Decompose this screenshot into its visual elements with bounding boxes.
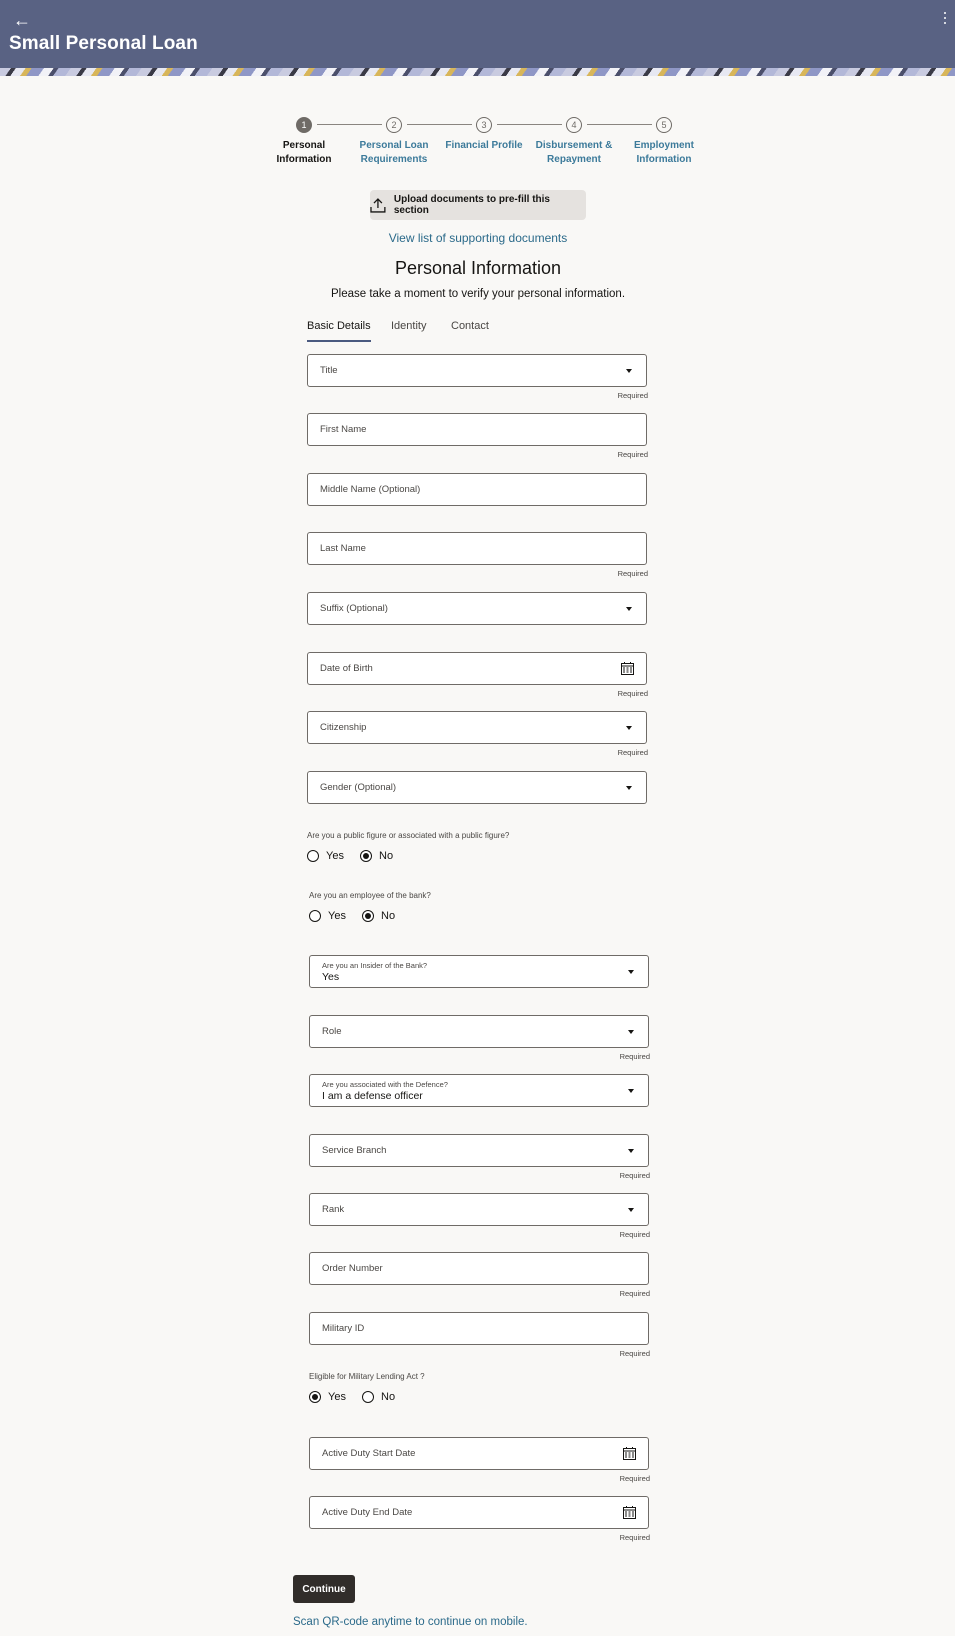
section-title: Personal Information bbox=[394, 258, 562, 278]
step-number: 3 bbox=[476, 117, 492, 133]
required-hint: Required bbox=[619, 1474, 650, 1483]
rank-select[interactable] bbox=[309, 1193, 649, 1226]
required-hint: Required bbox=[619, 1289, 650, 1298]
step-disbursement-repayment[interactable] bbox=[528, 116, 620, 167]
chevron-down-icon bbox=[626, 726, 632, 730]
radio-circle bbox=[309, 1391, 321, 1403]
active-duty-end-date-field[interactable] bbox=[309, 1496, 649, 1529]
step-number: 5 bbox=[656, 117, 672, 133]
step-label: Personal Information bbox=[276, 140, 332, 165]
role-select[interactable] bbox=[309, 1015, 649, 1048]
radio-circle bbox=[360, 850, 372, 862]
citizenship-select[interactable] bbox=[307, 711, 647, 744]
public-figure-yes-radio[interactable] bbox=[307, 850, 344, 862]
radio-label: No bbox=[381, 910, 396, 922]
field-value: Yes bbox=[322, 971, 340, 983]
gender-select[interactable] bbox=[307, 771, 647, 804]
chevron-down-icon bbox=[628, 1030, 634, 1034]
field-label: Suffix (Optional) bbox=[320, 603, 388, 614]
public-figure-question: Are you a public figure or associated with a public figure? bbox=[307, 831, 510, 840]
tab-identity[interactable]: Identity bbox=[391, 320, 427, 332]
required-hint: Required bbox=[619, 1052, 650, 1061]
field-label: Last Name bbox=[320, 543, 366, 554]
radio-label: Yes bbox=[326, 850, 344, 862]
field-label: Title bbox=[320, 365, 338, 376]
arrow-left-icon[interactable]: ← bbox=[13, 10, 31, 30]
radio-label: Yes bbox=[328, 1391, 346, 1403]
radio-circle bbox=[362, 1391, 374, 1403]
tab-basic-details[interactable]: Basic Details bbox=[307, 320, 371, 342]
suffix-select[interactable] bbox=[307, 592, 647, 625]
employee-yes-radio[interactable] bbox=[309, 910, 346, 922]
step-label: Financial Profile bbox=[445, 140, 523, 151]
step-number: 1 bbox=[296, 117, 312, 133]
field-label: Active Duty Start Date bbox=[322, 1448, 416, 1459]
military-lending-yes-radio[interactable] bbox=[309, 1391, 346, 1403]
last-name-field[interactable] bbox=[307, 532, 647, 565]
radio-circle bbox=[309, 910, 321, 922]
chevron-down-icon bbox=[628, 1089, 634, 1093]
field-label: First Name bbox=[320, 424, 367, 435]
employee-question: Are you an employee of the bank? bbox=[309, 891, 431, 900]
field-label: Military ID bbox=[322, 1323, 365, 1334]
required-hint: Required bbox=[619, 1230, 650, 1239]
qr-code-link[interactable]: Scan QR-code anytime to continue on mobile. bbox=[293, 1616, 528, 1628]
upload-documents-button[interactable] bbox=[370, 190, 586, 220]
required-hint: Required bbox=[617, 391, 648, 400]
chevron-down-icon bbox=[626, 369, 632, 373]
progress-stepper bbox=[262, 116, 694, 172]
upload-label: Upload documents to pre-fill this section bbox=[393, 194, 550, 216]
step-label: Employment Information bbox=[633, 140, 694, 165]
field-label: Gender (Optional) bbox=[320, 782, 397, 793]
continue-button[interactable]: Continue bbox=[293, 1575, 355, 1603]
step-number: 4 bbox=[566, 117, 582, 133]
field-label: Order Number bbox=[322, 1263, 383, 1274]
public-figure-no-radio[interactable] bbox=[360, 850, 393, 862]
field-label: Service Branch bbox=[322, 1145, 387, 1156]
app-header bbox=[0, 0, 955, 68]
radio-label: No bbox=[379, 850, 394, 862]
required-hint: Required bbox=[619, 1349, 650, 1358]
step-personal-information[interactable] bbox=[258, 116, 350, 167]
defence-select[interactable] bbox=[309, 1074, 649, 1107]
required-hint: Required bbox=[617, 689, 648, 698]
step-employment-information[interactable] bbox=[618, 116, 710, 167]
step-label: Disbursement & Repayment bbox=[535, 140, 613, 165]
radio-label: Yes bbox=[328, 910, 346, 922]
field-label: Role bbox=[322, 1026, 342, 1037]
field-label: Date of Birth bbox=[320, 663, 373, 674]
chevron-down-icon bbox=[628, 1149, 634, 1153]
insider-select[interactable] bbox=[309, 955, 649, 988]
service-branch-select[interactable] bbox=[309, 1134, 649, 1167]
supporting-documents-link[interactable]: View list of supporting documents bbox=[388, 231, 568, 245]
required-hint: Required bbox=[617, 748, 648, 757]
upload-icon bbox=[370, 198, 386, 213]
chevron-down-icon bbox=[626, 607, 632, 611]
field-label: Are you associated with the Defence? bbox=[322, 1080, 448, 1089]
required-hint: Required bbox=[617, 450, 648, 459]
field-label: Are you an Insider of the Bank? bbox=[322, 961, 428, 970]
calendar-icon[interactable] bbox=[623, 1506, 636, 1519]
chevron-down-icon bbox=[628, 970, 634, 974]
employee-no-radio[interactable] bbox=[362, 910, 395, 922]
title-select[interactable] bbox=[307, 354, 647, 387]
field-label: Active Duty End Date bbox=[322, 1507, 413, 1518]
radio-label: No bbox=[381, 1391, 396, 1403]
date-of-birth-field[interactable] bbox=[307, 652, 647, 685]
step-label: Personal Loan Requirements bbox=[359, 140, 429, 165]
field-label: Middle Name (Optional) bbox=[320, 484, 421, 495]
required-hint: Required bbox=[619, 1533, 650, 1542]
radio-circle bbox=[307, 850, 319, 862]
field-label: Rank bbox=[322, 1204, 345, 1215]
page-title: Small Personal Loan bbox=[9, 33, 198, 54]
military-lending-question: Eligible for Military Lending Act ? bbox=[309, 1372, 425, 1381]
calendar-icon[interactable] bbox=[623, 1447, 636, 1460]
section-subtitle: Please take a moment to verify your personal information. bbox=[330, 288, 626, 300]
required-hint: Required bbox=[619, 1171, 650, 1180]
field-label: Citizenship bbox=[320, 722, 367, 733]
radio-circle bbox=[362, 910, 374, 922]
middle-name-field[interactable] bbox=[307, 473, 647, 506]
chevron-down-icon bbox=[628, 1208, 634, 1212]
tab-contact[interactable]: Contact bbox=[451, 320, 489, 332]
military-id-field[interactable] bbox=[309, 1312, 649, 1345]
step-personal-loan-requirements[interactable] bbox=[348, 116, 440, 167]
required-hint: Required bbox=[617, 569, 648, 578]
more-vertical-icon[interactable] bbox=[943, 12, 947, 28]
step-number: 2 bbox=[386, 117, 402, 133]
calendar-icon[interactable] bbox=[621, 662, 634, 675]
active-duty-start-date-field[interactable] bbox=[309, 1437, 649, 1470]
chevron-down-icon bbox=[626, 786, 632, 790]
decorative-banner bbox=[0, 68, 955, 76]
first-name-field[interactable] bbox=[307, 413, 647, 446]
military-lending-no-radio[interactable] bbox=[362, 1391, 395, 1403]
step-financial-profile[interactable] bbox=[438, 116, 530, 153]
field-value: I am a defense officer bbox=[322, 1090, 423, 1102]
order-number-field[interactable] bbox=[309, 1252, 649, 1285]
